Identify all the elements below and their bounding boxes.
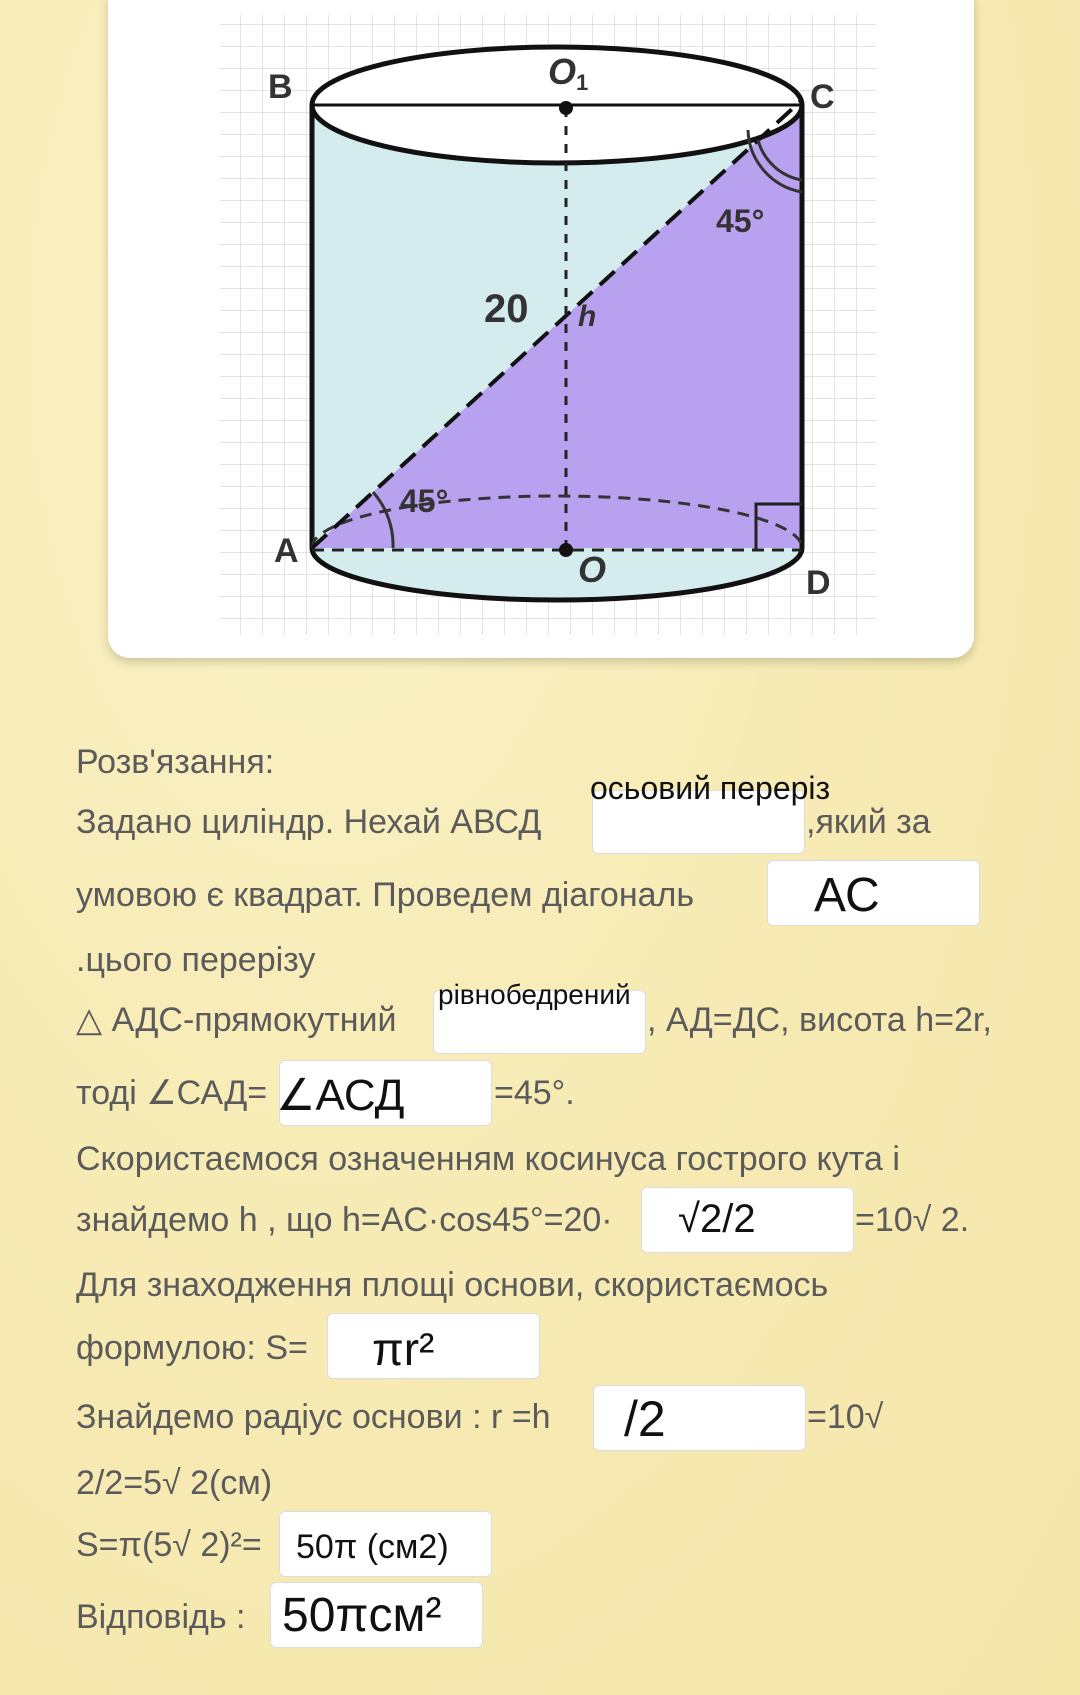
solution-heading: Розв'язання: [76,743,275,781]
text-line-13: Відповідь : [76,1598,246,1636]
label-o1: O [548,51,577,92]
text-line-4b: , АД=ДС, висота h=2r, [647,1001,992,1039]
text-line-7b: =10√ 2. [855,1201,970,1239]
point-o [559,543,573,557]
text-line-10a: Знайдемо радіус основи : r =h [76,1398,551,1436]
text-line-1a: Задано циліндр. Нехай АВСД [76,803,542,841]
figure-card [108,0,974,658]
label-o: O [578,549,607,590]
answer-1: осьовий переріз [590,770,831,806]
cylinder-figure [108,0,974,658]
label-b: B [268,68,293,106]
answer-3: рівнобедрений [438,979,631,1010]
label-c: C [810,78,835,116]
label-a: A [274,532,299,570]
label-height: h [578,300,597,333]
text-line-7a: знайдемо h , що h=AC·cos45°=20· [76,1201,613,1239]
text-line-5a: тоді ∠САД= [76,1074,268,1112]
text-line-6: Скористаємося означенням косинуса гострого кута і [76,1140,900,1178]
answer-9: 50πсм² [282,1589,442,1642]
text-line-5b: =45°. [494,1074,575,1112]
text-line-8: Для знаходження площі основи, скористаємось [76,1266,829,1304]
text-line-11: 2/2=5√ 2(см) [76,1464,273,1502]
label-o1-sub: 1 [576,70,589,95]
point-o1 [559,101,573,115]
answer-6: πr² [372,1323,435,1375]
answer-7: /2 [624,1391,666,1447]
text-line-3: .цього перерізу [76,941,316,979]
answer-8: 50π (см2) [296,1528,449,1566]
text-line-9: формулою: S= [76,1329,308,1367]
label-angle-a: 45° [400,483,449,519]
text-line-12: S=π(5√ 2)²= [76,1526,262,1564]
text-line-1b: ,який за [806,803,931,841]
text-line-4a: △ АДС-прямокутний [76,1001,397,1039]
answer-2: АС [814,869,880,922]
text-line-10b: =10√ [807,1398,884,1436]
label-diag-len: 20 [484,287,529,331]
answer-5: √2/2 [678,1197,756,1241]
label-d: D [806,564,831,602]
answer-4: ∠АСД [276,1071,405,1120]
text-line-2: умовою є квадрат. Проведем діагональ [76,876,695,914]
label-angle-c: 45° [716,203,765,239]
